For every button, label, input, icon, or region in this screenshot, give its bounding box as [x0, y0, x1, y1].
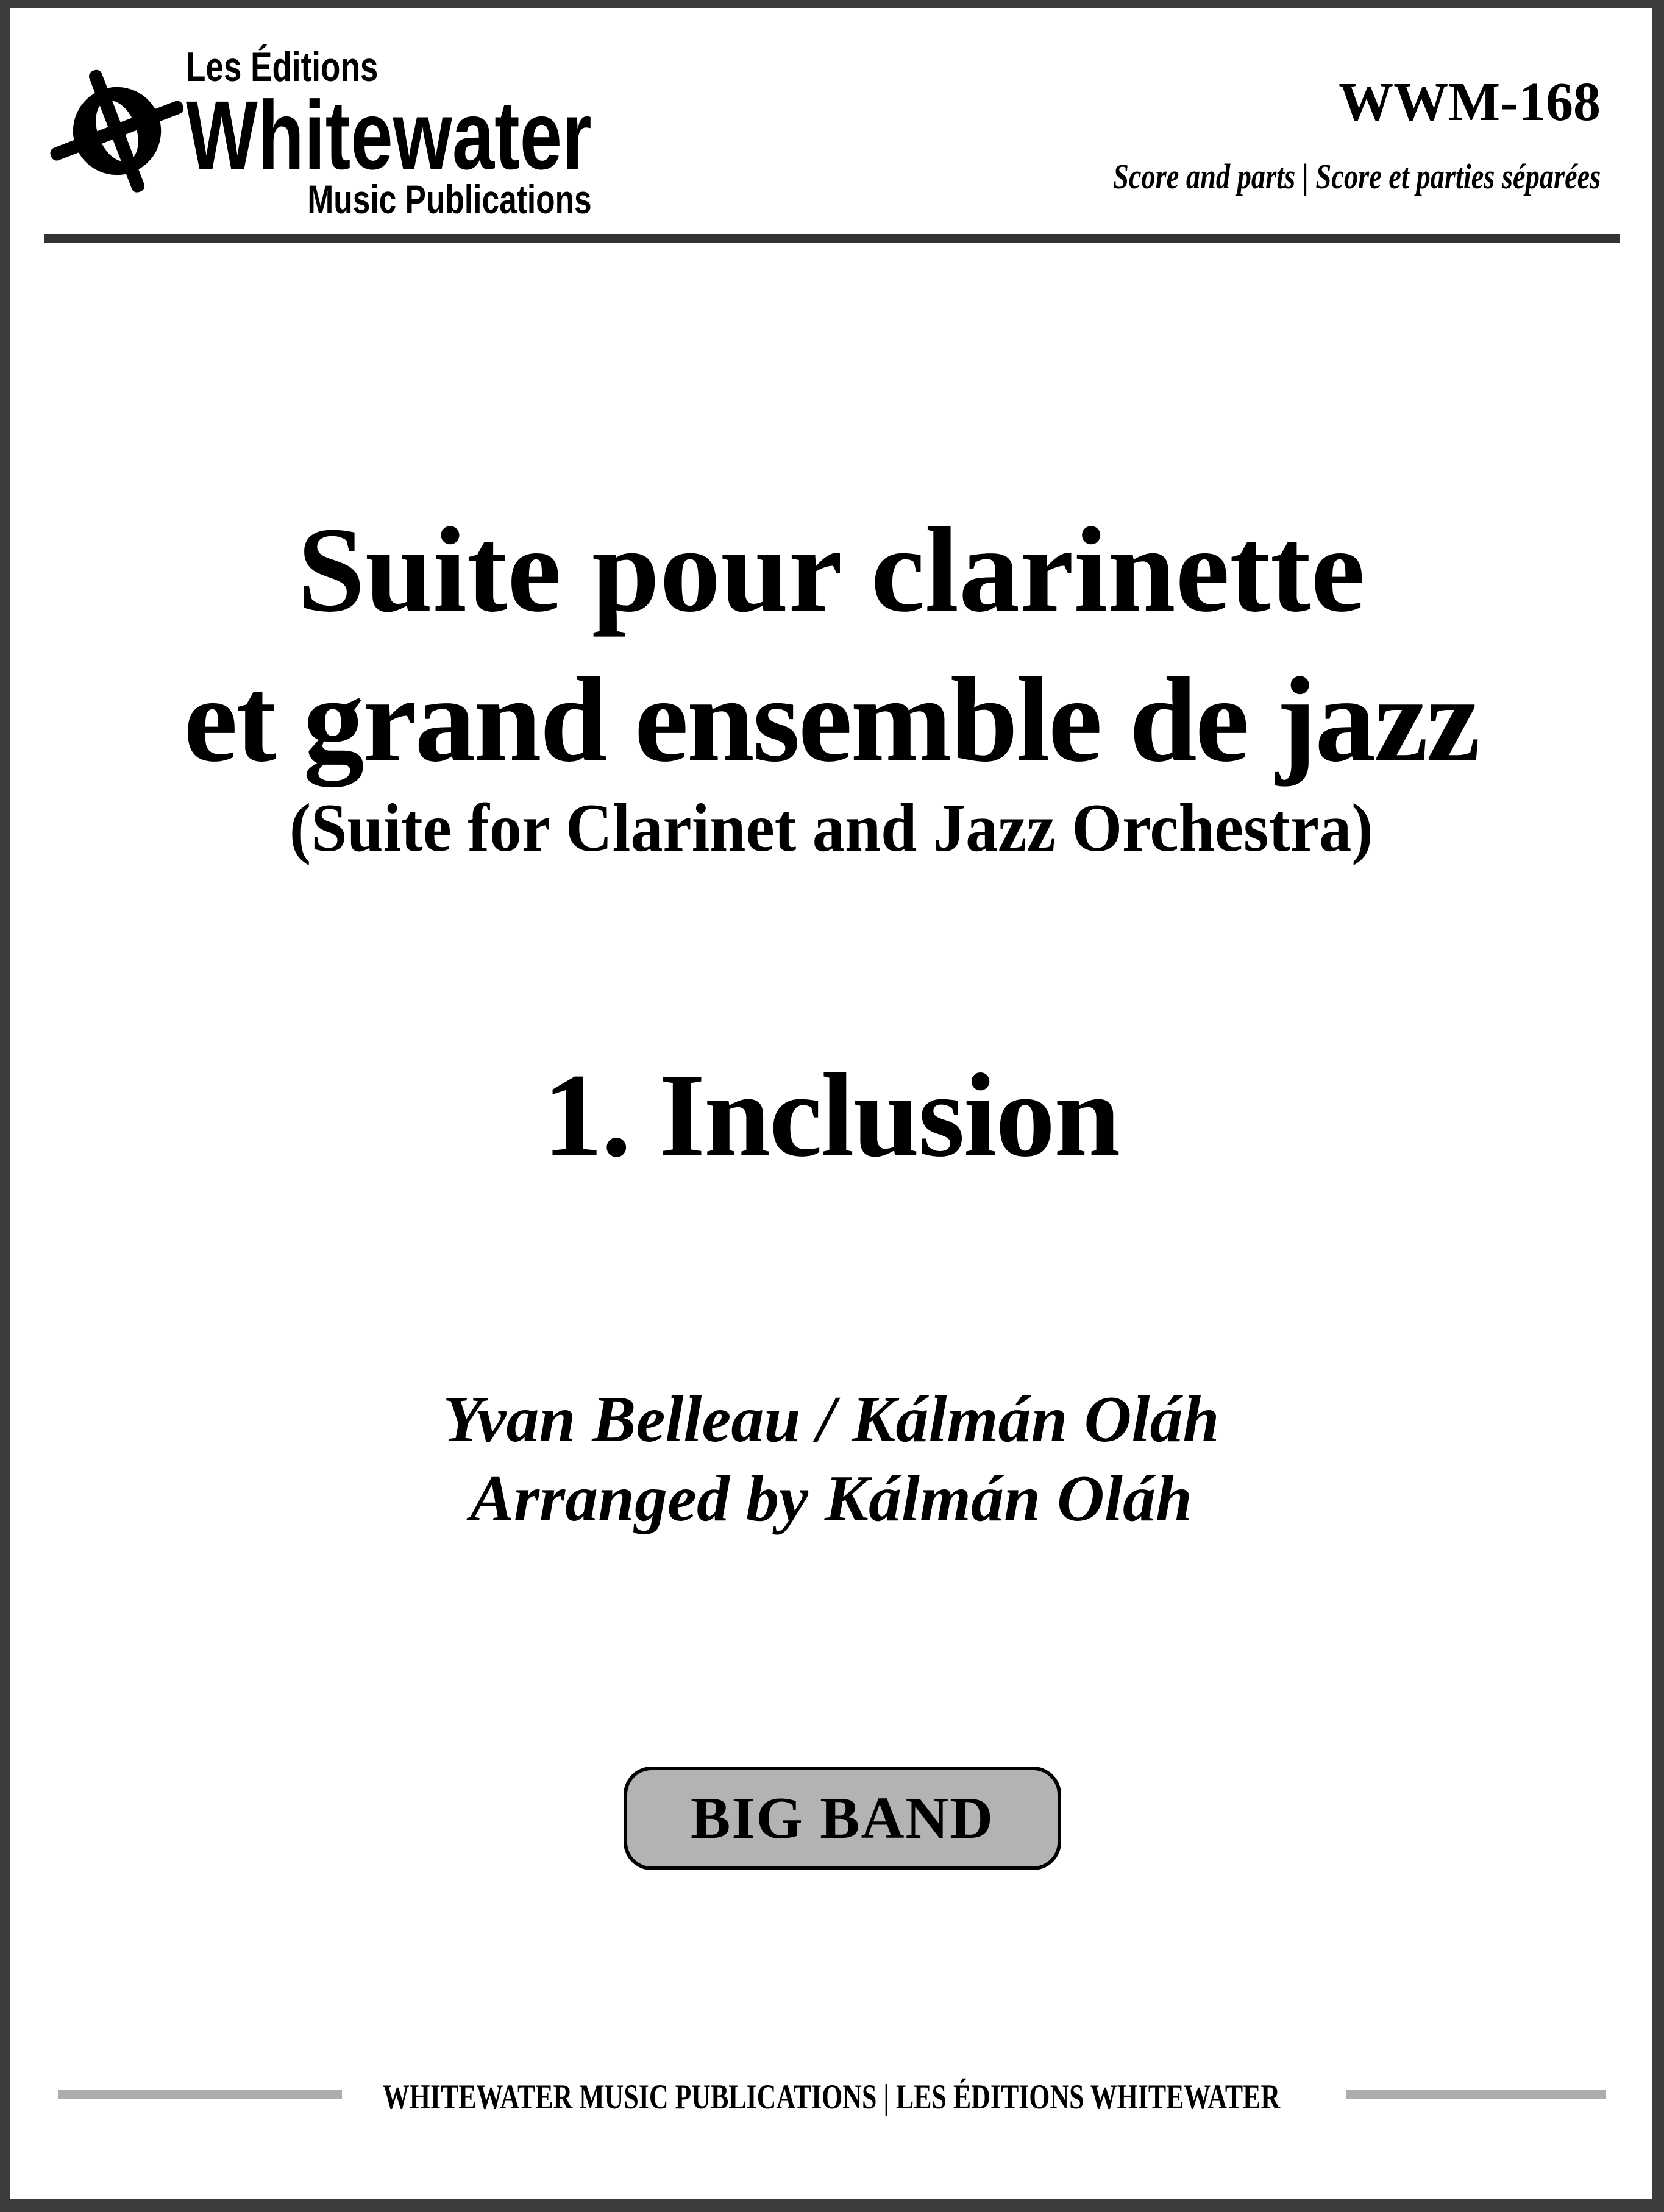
- compass-wheel-logo-icon: [48, 62, 187, 200]
- arranger-credit: Arranged by Kálmán Oláh: [469, 1462, 1193, 1535]
- publisher-logo: [186, 44, 592, 222]
- credits-block: [10, 1380, 1652, 1538]
- catalog-block: [991, 72, 1601, 196]
- footer-divider-right: [1346, 2090, 1606, 2099]
- composer-credit: Yvan Belleau / Kálmán Oláh: [443, 1383, 1220, 1456]
- work-title-line1: Suite pour clarinette: [297, 503, 1365, 637]
- cover-page: [10, 8, 1652, 2199]
- header-rule: [44, 234, 1620, 243]
- movement-title: 1. Inclusion: [542, 1049, 1120, 1182]
- work-subtitle: [10, 789, 1652, 868]
- work-title-line2: et grand ensemble de jazz: [183, 653, 1479, 787]
- footer-publisher-text: WHITEWATER MUSIC PUBLICATIONS | LES ÉDITIONS WHITEWATER: [382, 2078, 1280, 2116]
- logo-whitewater: Whitewater: [186, 80, 592, 190]
- catalog-number: WWM-168: [1339, 72, 1601, 132]
- work-subtitle-text: (Suite for Clarinet and Jazz Orchestra): [289, 790, 1373, 866]
- work-title: [10, 495, 1652, 795]
- edition-note: Score and parts | Score et parties séparées: [1112, 157, 1601, 196]
- ensemble-badge-label: BIG BAND: [691, 1785, 994, 1851]
- logo-les-editions: Les Éditions: [186, 44, 379, 90]
- logo-music-publications: Music Publications: [307, 177, 592, 222]
- ensemble-badge: [624, 1767, 1061, 1870]
